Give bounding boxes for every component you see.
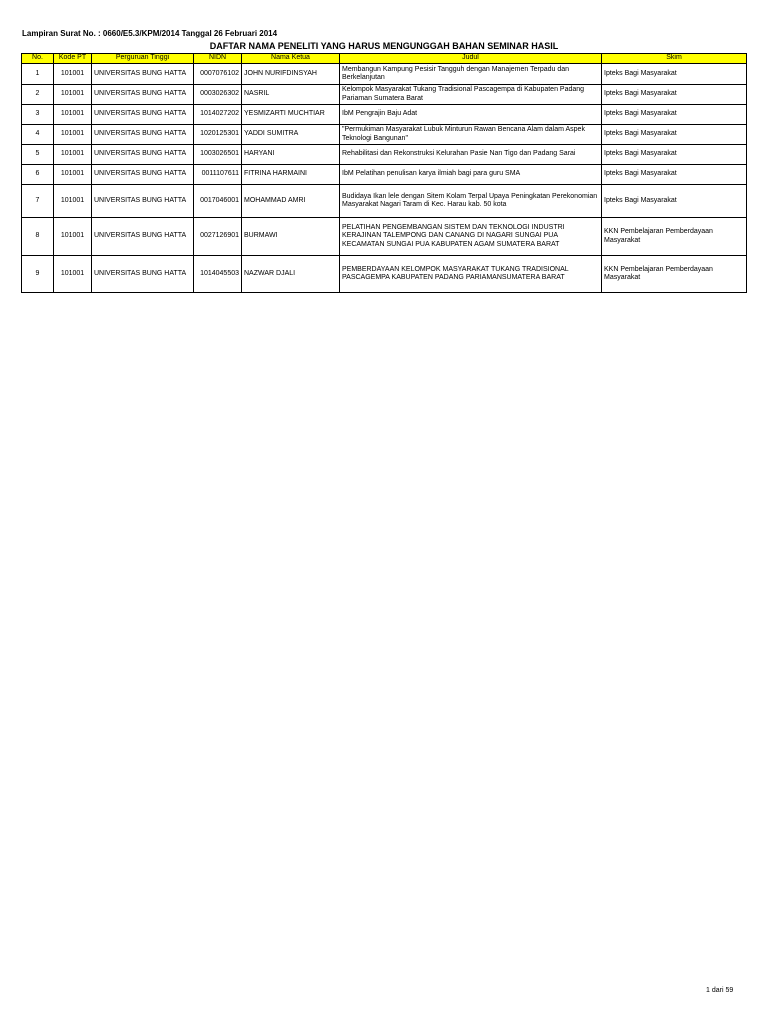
cell-no: 3 [22, 105, 54, 125]
page-number: 1 dari 59 [706, 987, 734, 994]
cell-kode: 101001 [54, 165, 92, 185]
cell-nama: JOHN NURIFDINSYAH [242, 64, 340, 85]
cell-skim: Ipteks Bagi Masyarakat [602, 105, 747, 125]
table-row [22, 218, 747, 256]
table-row [22, 105, 747, 125]
col-header-nama-ketua: Nama Ketua [242, 54, 340, 64]
cell-no: 2 [22, 85, 54, 105]
researcher-table [21, 53, 747, 293]
col-header-skim: Skim [602, 54, 747, 64]
cell-skim: Ipteks Bagi Masyarakat [602, 165, 747, 185]
cell-judul: IbM Pengrajin Baju Adat [340, 105, 602, 125]
cell-nidn: 0011107611 [194, 165, 242, 185]
cell-judul: Rehabilitasi dan Rekonstruksi Kelurahan Pasie Nan Tigo dan Padang Sarai [340, 145, 602, 165]
cell-kode: 101001 [54, 185, 92, 218]
cell-skim: Ipteks Bagi Masyarakat [602, 85, 747, 105]
cell-pt: UNIVERSITAS BUNG HATTA [92, 185, 194, 218]
cell-nidn: 0017046001 [194, 185, 242, 218]
cell-nama: YADDI SUMITRA [242, 125, 340, 145]
cell-nama: NAZWAR DJALI [242, 256, 340, 293]
table-row [22, 165, 747, 185]
cell-skim: KKN Pembelajaran Pemberdayaan Masyarakat [602, 218, 747, 256]
table-row [22, 85, 747, 105]
cell-judul: IbM Pelatihan penulisan karya ilmiah bagi para guru SMA [340, 165, 602, 185]
cell-nama: MOHAMMAD AMRI [242, 185, 340, 218]
table-row [22, 256, 747, 293]
cell-judul: PEMBERDAYAAN KELOMPOK MASYARAKAT TUKANG TRADISIONAL PASCAGEMPA KABUPATEN PADANG PARIAMANSUMATERA BARAT [340, 256, 602, 293]
cell-skim: KKN Pembelajaran Pemberdayaan Masyarakat [602, 256, 747, 293]
document-title: DAFTAR NAMA PENELITI YANG HARUS MENGUNGGAH BAHAN SEMINAR HASIL [209, 41, 559, 51]
cell-pt: UNIVERSITAS BUNG HATTA [92, 256, 194, 293]
cell-no: 6 [22, 165, 54, 185]
cell-judul: Budidaya Ikan lele dengan Sitem Kolam Terpal Upaya Peningkatan Perekonomian Masyarakat Nagari Taram di Kec. Harau kab. 50 kota [340, 185, 602, 218]
table-row [22, 145, 747, 165]
cell-nama: YESMIZARTI MUCHTIAR [242, 105, 340, 125]
cell-pt: UNIVERSITAS BUNG HATTA [92, 125, 194, 145]
table-row [22, 64, 747, 85]
cell-kode: 101001 [54, 85, 92, 105]
cell-nidn: 1014045503 [194, 256, 242, 293]
cell-judul: Kelompok Masyarakat Tukang Tradisional Pascagempa di Kabupaten Padang Pariaman Sumatera Barat [340, 85, 602, 105]
cell-no: 7 [22, 185, 54, 218]
cell-nidn: 0027126901 [194, 218, 242, 256]
cell-skim: Ipteks Bagi Masyarakat [602, 64, 747, 85]
cell-pt: UNIVERSITAS BUNG HATTA [92, 145, 194, 165]
cell-no: 4 [22, 125, 54, 145]
cell-kode: 101001 [54, 256, 92, 293]
col-header-judul: Judul [340, 54, 602, 64]
cell-nama: HARYANI [242, 145, 340, 165]
cell-skim: Ipteks Bagi Masyarakat [602, 145, 747, 165]
cell-judul: PELATIHAN PENGEMBANGAN SISTEM DAN TEKNOLOGI INDUSTRI KERAJINAN TALEMPONG DAN CANANG DI NAGARI SUNGAI PUA KECAMATAN SUNGAI PUA KABUPATEN AGAM SUMATERA BARAT [340, 218, 602, 256]
col-header-perguruan-tinggi: Perguruan Tinggi [92, 54, 194, 64]
cell-skim: Ipteks Bagi Masyarakat [602, 185, 747, 218]
cell-nidn: 0003026302 [194, 85, 242, 105]
cell-kode: 101001 [54, 145, 92, 165]
cell-skim: Ipteks Bagi Masyarakat [602, 125, 747, 145]
cell-judul: Membangun Kampung Pesisir Tangguh dengan Manajemen Terpadu dan Berkelanjutan [340, 64, 602, 85]
cell-nidn: 1014027202 [194, 105, 242, 125]
cell-pt: UNIVERSITAS BUNG HATTA [92, 85, 194, 105]
table-row [22, 125, 747, 145]
cell-pt: UNIVERSITAS BUNG HATTA [92, 218, 194, 256]
cell-kode: 101001 [54, 218, 92, 256]
letter-reference: Lampiran Surat No. : 0660/E5.3/KPM/2014 Tanggal 26 Februari 2014 [22, 29, 278, 38]
cell-kode: 101001 [54, 105, 92, 125]
table-row [22, 185, 747, 218]
table-body [22, 64, 747, 293]
col-header-no: No. [22, 54, 54, 64]
col-header-nidn: NIDN [194, 54, 242, 64]
cell-pt: UNIVERSITAS BUNG HATTA [92, 105, 194, 125]
cell-no: 9 [22, 256, 54, 293]
cell-no: 1 [22, 64, 54, 85]
cell-judul: "Permukiman Masyarakat Lubuk Minturun Rawan Bencana Alam dalam Aspek Teknologi Bangunan" [340, 125, 602, 145]
cell-no: 5 [22, 145, 54, 165]
cell-nama: NASRIL [242, 85, 340, 105]
cell-pt: UNIVERSITAS BUNG HATTA [92, 165, 194, 185]
cell-nidn: 1003026501 [194, 145, 242, 165]
cell-pt: UNIVERSITAS BUNG HATTA [92, 64, 194, 85]
cell-kode: 101001 [54, 125, 92, 145]
cell-nidn: 0007076102 [194, 64, 242, 85]
cell-nidn: 1020125301 [194, 125, 242, 145]
cell-kode: 101001 [54, 64, 92, 85]
col-header-kode-pt: Kode PT [54, 54, 92, 64]
table-header-row [22, 54, 747, 64]
cell-nama: FITRINA HARMAINI [242, 165, 340, 185]
cell-no: 8 [22, 218, 54, 256]
cell-nama: BURMAWI [242, 218, 340, 256]
